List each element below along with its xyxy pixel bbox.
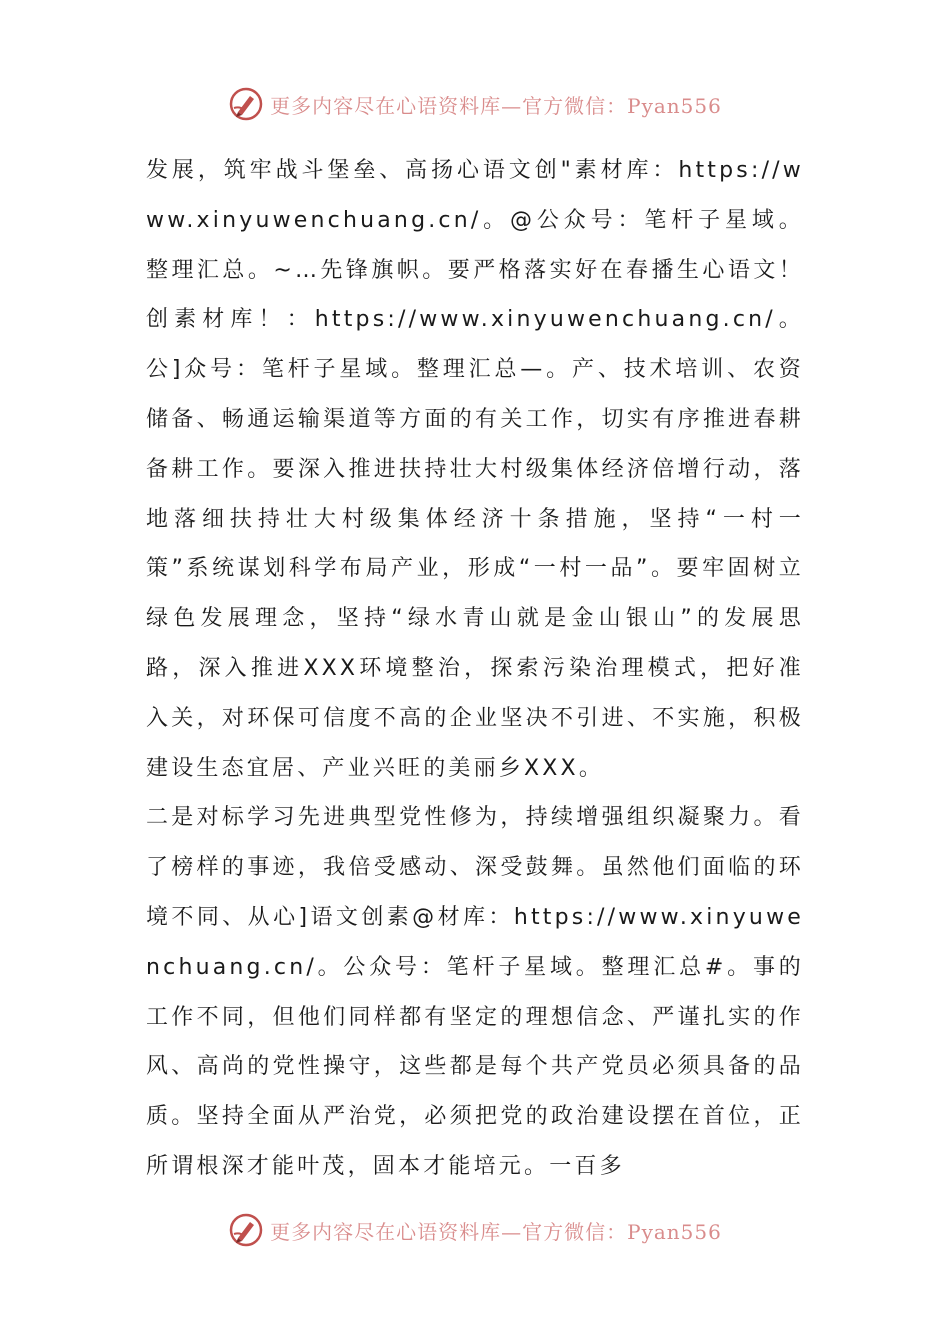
footer-banner xyxy=(0,1208,950,1252)
pen-logo-icon xyxy=(228,1212,264,1248)
footer-banner-text: 更多内容尽在心语资料库—官方微信：Pyan556 xyxy=(270,1219,722,1244)
body-paragraph-2: 二是对标学习先进典型党性修为，持续增强组织凝聚力。看了榜样的事迹，我倍受感动、深受鼓舞。虽然他们面临的环境不同、从心]语文创素@材库：https://www.xinyuwenchuang.cn/。公众号：笔杆子星域。整理汇总#。事的工作不同，但他们同样都有坚定的理想信念、严谨扎实的作风、高尚的党性操守，这些都是每个共产党员必须具备的品质。坚持全面从严治党，必须把党的政治建设摆在首位，正所谓根深才能叶茂，固本才能培元。一百多 xyxy=(146,805,804,1179)
document-body xyxy=(146,146,804,1192)
pen-logo-icon xyxy=(228,86,264,122)
header-banner-text: 更多内容尽在心语资料库—官方微信：Pyan556 xyxy=(270,93,722,118)
header-banner xyxy=(0,82,950,126)
body-paragraph-1: 发展，筑牢战斗堡垒、高扬心语文创"素材库：https://www.xinyuwenchuang.cn/。@公众号：笔杆子星域。整理汇总。~…先锋旗帜。要严格落实好在春播生心语文！创素材库！：https://www.xinyuwenchuang.cn/。公]众号：笔杆子星域。整理汇总—。产、技术培训、农资储备、畅通运输渠道等方面的有关工作，切实有序推进春耕备耕工作。要深入推进扶持壮大村级集体经济倍增行动，落地落细扶持壮大村级集体经济十条措施，坚持“一村一策”系统谋划科学布局产业，形成“一村一品”。要牢固树立绿色发展理念，坚持“绿水青山就是金山银山”的发展思路，深入推进XXX环境整治，探索污染治理模式，把好准入关，对环保可信度不高的企业坚决不引进、不实施，积极建设生态宜居、产业兴旺的美丽乡XXX。 xyxy=(146,158,804,781)
